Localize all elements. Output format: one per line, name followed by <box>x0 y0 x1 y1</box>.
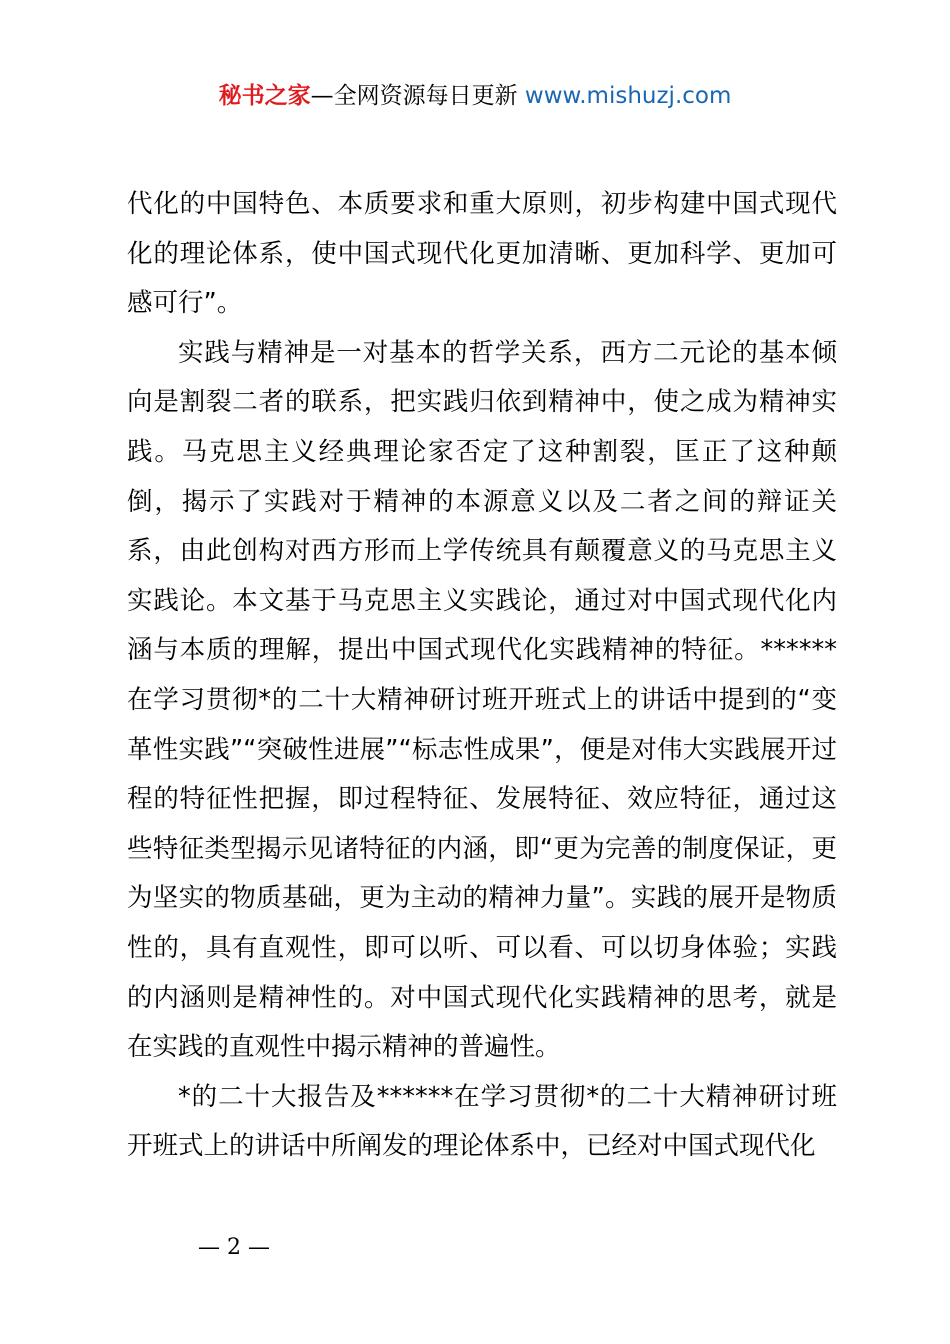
paragraph-practice-spirit: 实践与精神是一对基本的哲学关系，西方二元论的基本倾向是割裂二者的联系，把实践归依到精神中，使之成为精神实践。马克思主义经典理论家否定了这种割裂，匡正了这种颠倒，揭示了实践对于精神的本源意义以及二者之间的辩证关系，由此创构对西方形而上学传统具有颠覆意义的马克思主义实践论。本文基于马克思主义实践论，通过对中国式现代化内涵与本质的理解，提出中国式现代化实践精神的特征。******在学习贯彻*的二十大精神研讨班开班式上的讲话中提到的“变革性实践”“突破性进展”“标志性成果”，便是对伟大实践展开过程的特征性把握，即过程特征、发展特征、效应特征，通过这些特征类型揭示见诸特征的内涵，即“更为完善的制度保证，更为坚实的物质基础，更为主动的精神力量”。实践的展开是物质性的，具有直观性，即可以听、可以看、可以切身体验；实践的内涵则是精神性的。对中国式现代化实践精神的思考，就是在实践的直观性中揭示精神的普遍性。 <box>127 337 837 1063</box>
site-header-banner <box>0 80 950 112</box>
header-tagline: —全网资源每日更新 <box>310 83 518 109</box>
document-body <box>127 180 837 1172</box>
site-url-link[interactable]: www.mishuzj.com <box>524 83 732 109</box>
paragraph-report-theory: *的二十大报告及******在学习贯彻*的二十大精神研讨班开班式上的讲话中所阐发的理论体系中，已经对中国式现代化 <box>127 1081 837 1162</box>
paragraph-continuation: 代化的中国特色、本质要求和重大原则，初步构建中国式现代化的理论体系，使中国式现代化更加清晰、更加科学、更加可感可行”。 <box>127 189 837 319</box>
brand-name: 秘书之家 <box>218 83 311 109</box>
page-number: — 2 — <box>198 1235 270 1260</box>
